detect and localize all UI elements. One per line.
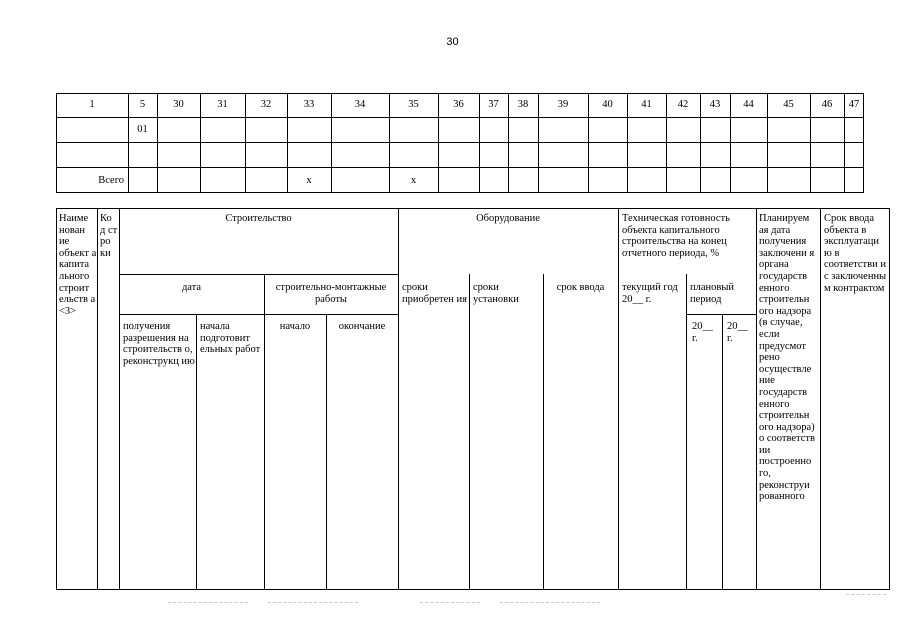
col-header: 39 (557, 99, 569, 110)
readiness-header: Техническая готовность объекта капитального строительства на конец отчетного периода, % (622, 213, 730, 259)
equipment-header: Оборудование (476, 213, 540, 224)
col-header: 31 (217, 99, 228, 110)
row-code: 01 (137, 124, 148, 135)
total-cell: x (306, 175, 312, 186)
end-header: окончание (338, 321, 386, 332)
planned-date-header: Планируем ая дата получения заключени я органа государств енного строительн ого надзора (в случае, если предусмот рено осуществле ние государств енного строительн ого надзора) о соответств ии построенно го, реконструи рованного (759, 213, 815, 503)
start-header: начало (279, 321, 311, 332)
date-header: дата (181, 282, 202, 293)
col-header: 37 (488, 99, 499, 110)
col-header: 41 (641, 99, 652, 110)
col-header: 40 (602, 99, 613, 110)
total-label: Всего (98, 175, 124, 186)
col-header: 35 (408, 99, 419, 110)
col-header: 30 (173, 99, 184, 110)
col-header: 33 (303, 99, 315, 110)
col-header: 1 (89, 99, 95, 110)
permit-header: получения разрешения на строительств о, реконструкц ию (123, 321, 195, 367)
code-column-header: Ко д ст ро ки (100, 213, 118, 259)
col-header: 36 (453, 99, 464, 110)
col-header: 43 (709, 99, 721, 110)
col-header: 32 (260, 99, 272, 110)
year1-header: 20__ г. (692, 321, 713, 344)
col-header: 5 (139, 99, 146, 110)
construction-header: Строительство (225, 213, 292, 224)
col-header: 38 (517, 99, 529, 110)
installation-header: сроки установки (473, 282, 519, 305)
acquisition-header: сроки приобретен ия (402, 282, 467, 305)
prep-start-header: начала подготовит ельных работ (200, 321, 261, 356)
name-column-header: Наиме нован ие объект а капита льного строит ельств а <3> (59, 213, 97, 317)
year2-header: 20__ г. (727, 321, 748, 344)
cmr-header: строительно-монтажные работы (275, 282, 387, 305)
commission-date-header: Срок ввода объекта в эксплуатаци ю в соответстви и с заключенны м контрактом (824, 213, 887, 294)
page-number: 30 (446, 36, 459, 48)
col-header: 45 (783, 99, 794, 110)
plan-period-header: плановый период (690, 282, 735, 305)
commissioning-header: срок ввода (556, 282, 605, 293)
current-year-header: текущий год 20__ г. (622, 282, 678, 305)
total-cell: x (410, 175, 417, 186)
col-header: 47 (848, 99, 860, 110)
col-header: 46 (821, 99, 833, 110)
col-header: 34 (354, 99, 366, 110)
col-header: 42 (677, 99, 689, 110)
col-header: 44 (743, 99, 754, 110)
